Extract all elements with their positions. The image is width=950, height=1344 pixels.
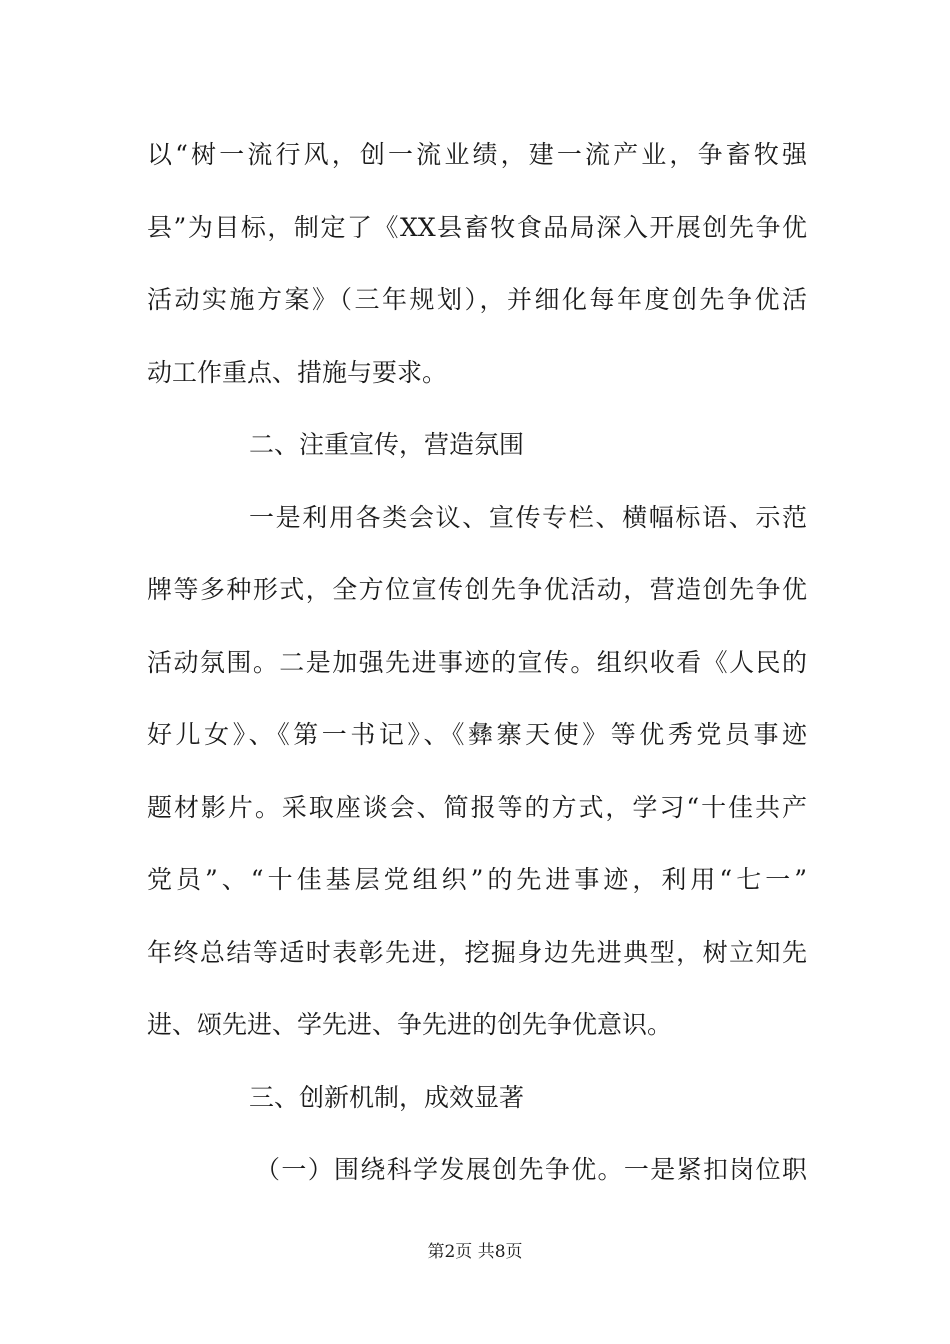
paragraph-line: 党员”、“十佳基层党组织”的先进事迹，利用“七一” xyxy=(147,865,807,894)
paragraph-line: 年终总结等适时表彰先进，挖掘身边先进典型，树立知先 xyxy=(147,937,807,967)
document-body xyxy=(147,126,807,1214)
paragraph-line: 题材影片。采取座谈会、简报等的方式，学习“十佳共产 xyxy=(147,792,807,822)
paragraph-line: 活动氛围。二是加强先进事迹的宣传。组织收看《人民的 xyxy=(147,647,807,677)
paragraph-line: 活动实施方案》（三年规划），并细化每年度创先争优活 xyxy=(147,285,807,314)
paragraph-line: 进、颂先进、学先进、争先进的创先争优意识。 xyxy=(147,1010,673,1039)
paragraph-line: 牌等多种形式，全方位宣传创先争优活动，营造创先争优 xyxy=(147,575,807,604)
paragraph-line: 一是利用各类会议、宣传专栏、横幅标语、示范 xyxy=(249,502,807,532)
paragraph-line: （一）围绕科学发展创先争优。一是紧扣岗位职 xyxy=(255,1155,807,1184)
paragraph-line: 以“树一流行风，创一流业绩，建一流产业，争畜牧强 xyxy=(147,140,807,169)
section-heading: 二、注重宣传，营造氛围 xyxy=(249,430,525,459)
section-heading: 三、创新机制，成效显著 xyxy=(249,1082,525,1112)
paragraph-line: 好儿女》、《第一书记》、《彝寨天使》等优秀党员事迹 xyxy=(147,720,807,749)
page-number-footer: 第2页 共8页 xyxy=(427,1242,523,1262)
paragraph-line: 县”为目标，制定了《XX县畜牧食品局深入开展创先争优 xyxy=(147,212,807,242)
paragraph-line: 动工作重点、措施与要求。 xyxy=(147,357,448,387)
